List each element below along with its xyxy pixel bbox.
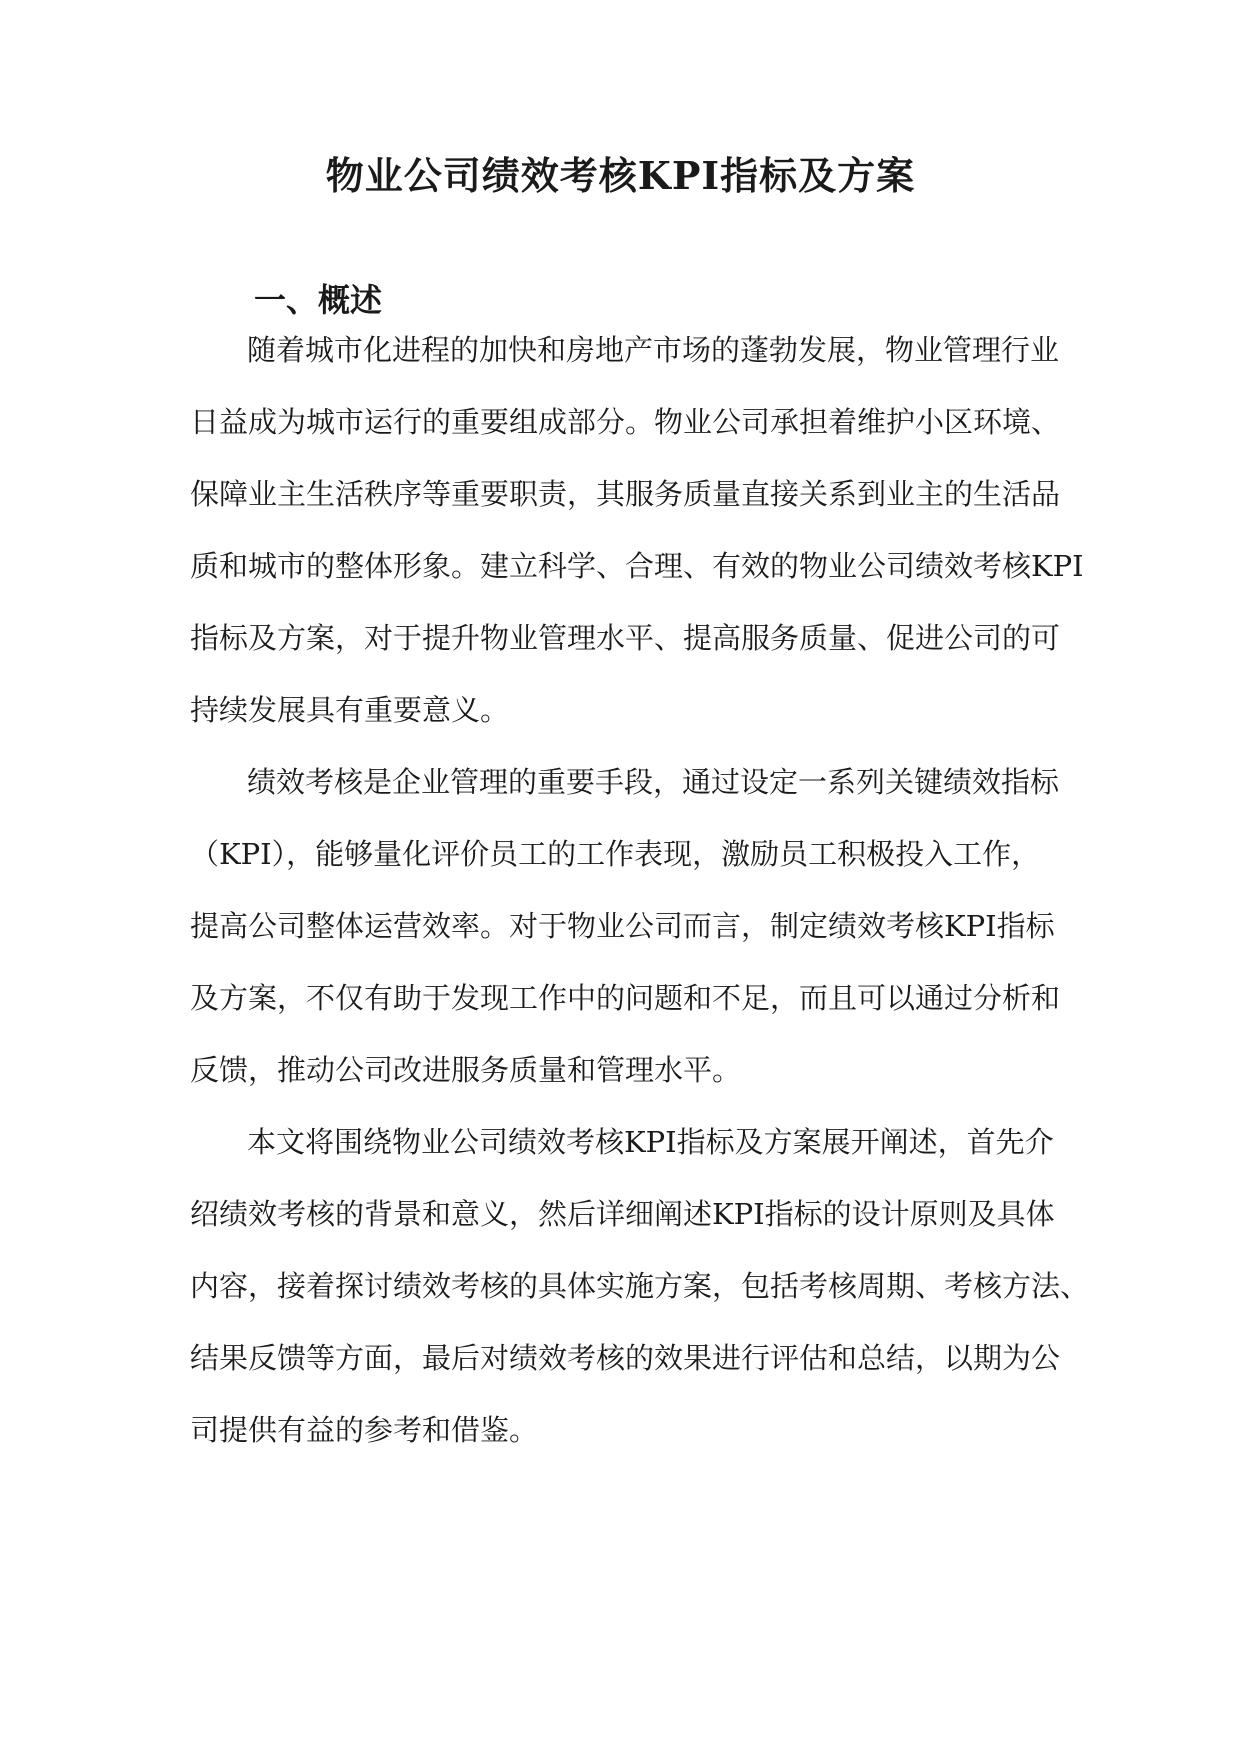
paragraph-line: 及方案，不仅有助于发现工作中的问题和不足，而且可以通过分析和 — [190, 981, 1061, 1015]
paragraph-line: 结果反馈等方面，最后对绩效考核的效果进行评估和总结，以期为公 — [190, 1341, 1061, 1375]
paragraph-line: 反馈，推动公司改进服务质量和管理水平。 — [190, 1053, 742, 1087]
paragraph-line: 日益成为城市运行的重要组成部分。物业公司承担着维护小区环境、 — [190, 405, 1061, 439]
paragraph-line: （KPI），能够量化评价员工的工作表现，激励员工积极投入工作， — [190, 837, 1041, 871]
paragraph-line: 绍绩效考核的背景和意义，然后详细阐述KPI指标的设计原则及具体 — [190, 1197, 1055, 1231]
paragraph-line: 随着城市化进程的加快和房地产市场的蓬勃发展，物业管理行业 — [247, 333, 1060, 367]
paragraph-line: 持续发展具有重要意义。 — [190, 693, 510, 727]
section-heading: 一、概述 — [254, 281, 383, 319]
paragraph-line: 质和城市的整体形象。建立科学、合理、有效的物业公司绩效考核KPI — [190, 549, 1084, 583]
document-title: 物业公司绩效考核KPI指标及方案 — [325, 153, 916, 198]
paragraph-line: 司提供有益的参考和借鉴。 — [190, 1413, 539, 1447]
paragraph-line: 提高公司整体运营效率。对于物业公司而言，制定绩效考核KPI指标 — [190, 909, 1055, 943]
paragraph-line: 本文将围绕物业公司绩效考核KPI指标及方案展开阐述，首先介 — [247, 1125, 1054, 1159]
paragraph-line: 绩效考核是企业管理的重要手段，通过设定一系列关键绩效指标 — [247, 765, 1060, 799]
paragraph-line: 内容，接着探讨绩效考核的具体实施方案，包括考核周期、考核方法、 — [190, 1269, 1090, 1303]
paragraph-line: 保障业主生活秩序等重要职责，其服务质量直接关系到业主的生活品 — [190, 477, 1061, 511]
paragraph-line: 指标及方案，对于提升物业管理水平、提高服务质量、促进公司的可 — [190, 621, 1061, 655]
